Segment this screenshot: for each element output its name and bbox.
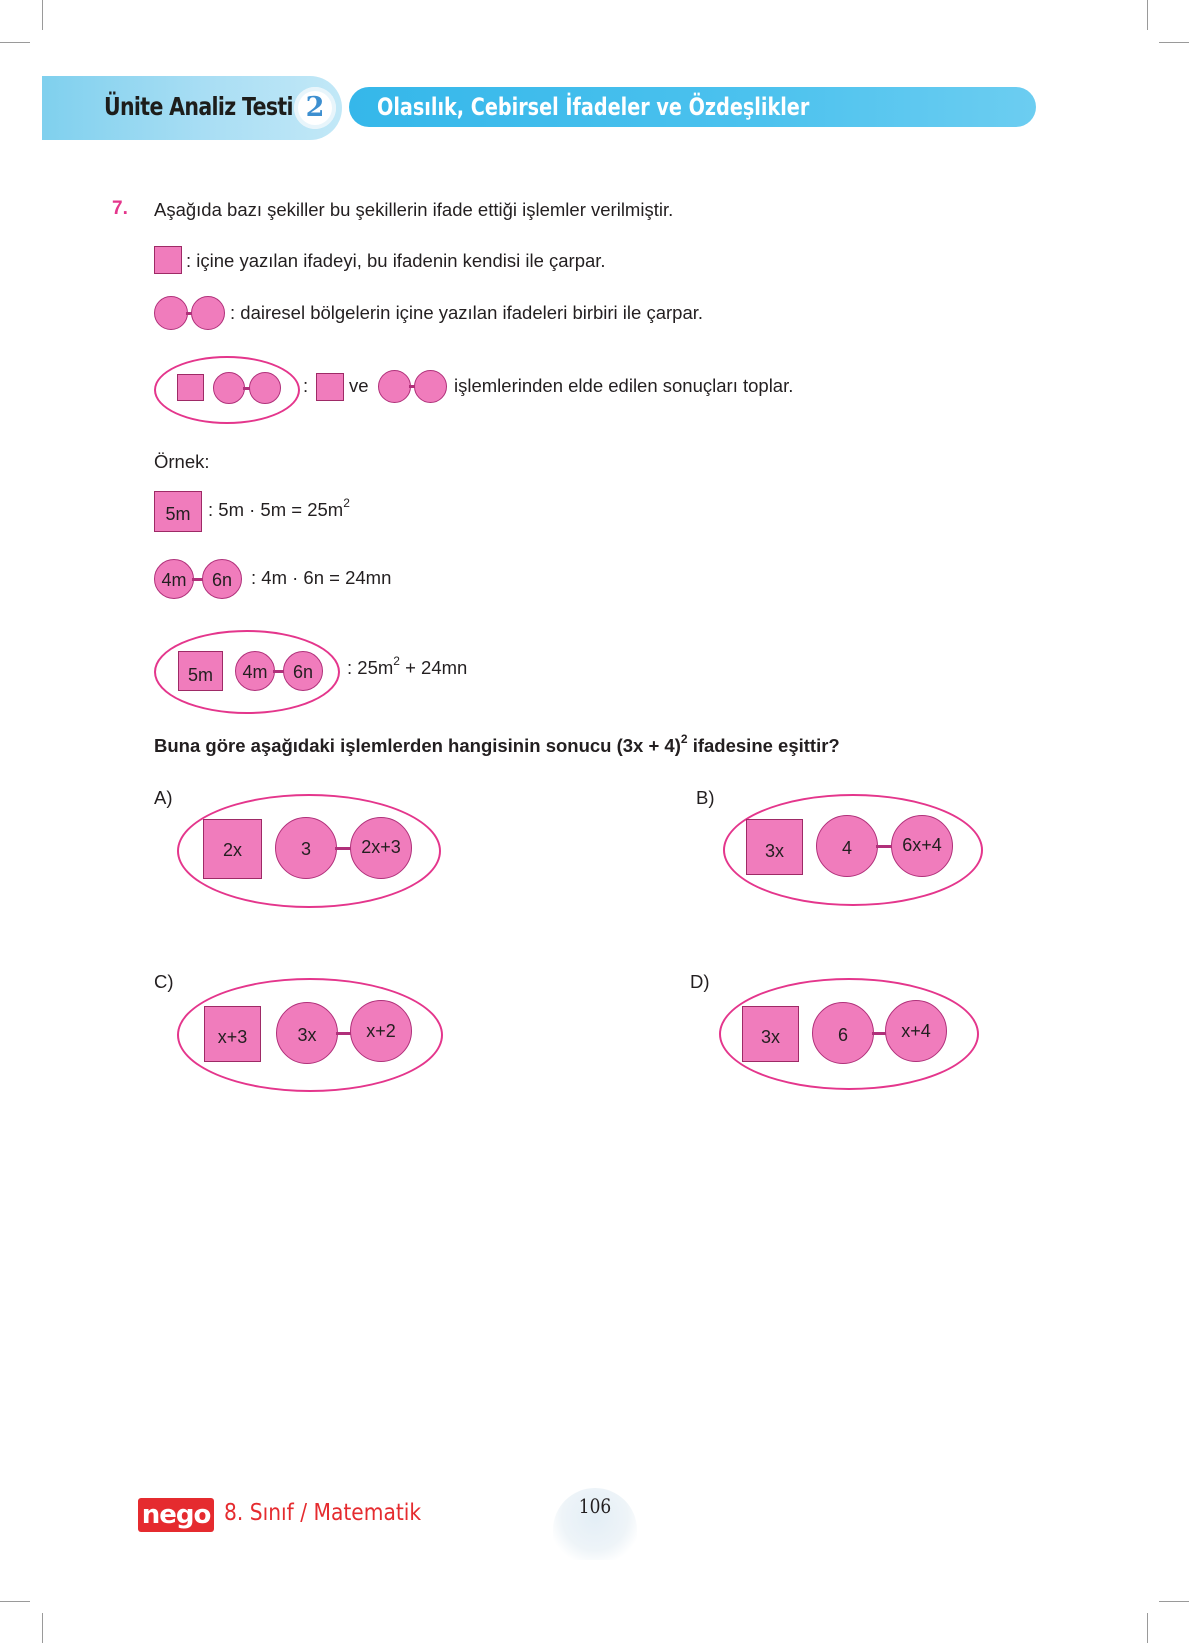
crop-mark [1159,1601,1189,1602]
option-b-circle-left: 4 [841,838,852,858]
crop-mark [42,1613,43,1643]
option-c-square: x+3 [217,1027,248,1047]
crop-mark [1147,0,1148,30]
option-a-circle-right: 2x+3 [361,837,401,857]
rule-circles-text: : dairesel bölgelerin içine yazılan ifadeleri birbiri ile çarpar. [230,302,704,323]
example-square-result: : $5m \cdot 5m = 25m^2$ [208,496,350,521]
rule-square-text: : içine yazılan ifadeyi, bu ifadenin kendisi ile çarpar. [186,250,606,271]
crop-mark [1147,1613,1148,1643]
option-a-circle-left: 3 [300,839,311,859]
question-intro: Aşağıda bazı şekiller bu şekillerin ifade ettiği işlemler verilmiştir. [154,199,674,220]
crop-mark [1159,42,1189,43]
example-circles-result: : 4m · 6n = 24mn [251,567,392,588]
publisher-logo: nego [138,1498,214,1532]
option-c-label[interactable]: C) [154,971,174,992]
option-c-circle-right: x+2 [366,1021,396,1041]
example-label: Örnek: [154,451,210,472]
example-circle-left: 4m [154,559,194,599]
square-shape-icon [316,373,344,401]
rule-oval-colon: : [303,375,309,396]
unit-test-title: Ünite Analiz Testi [104,92,293,121]
example-square-value: 5m [165,504,191,524]
example-oval-circle-right: 6n [283,651,323,691]
example-oval-result: : $25m^2 + 24mn$ [347,654,468,679]
page-number: 106 [578,1494,612,1518]
question-prompt: Buna göre aşağıdaki işlemlerden hangisinin sonucu $(3x + 4)^2$ ifadesine eşittir? [154,732,840,757]
example-oval-circle-left: 4m [235,651,275,691]
crop-mark [42,0,43,30]
crop-mark [0,1601,30,1602]
option-d-circle-right: x+4 [901,1021,931,1041]
option-c-circle-left: 3x [297,1025,317,1045]
unit-test-number: 2 [294,87,336,129]
crop-mark [0,42,30,43]
option-a-square: 2x [222,840,242,860]
option-b-circle-right: 6x+4 [902,835,942,855]
option-b-square: 3x [764,841,784,861]
question-number: 7. [112,198,128,219]
example-oval-square: 5m [178,651,223,691]
rule-oval-ve: ve [349,375,369,396]
footer-title: 8. Sınıf / Matematik [224,1500,422,1526]
example-circle-right: 6n [202,559,242,599]
square-shape-icon [154,246,182,274]
example-square-box [154,491,202,532]
unit-subtitle: Olasılık, Cebirsel İfadeler ve Özdeşlikler [377,93,810,121]
option-b-label[interactable]: B) [696,787,715,808]
option-d-circle-left: 6 [837,1025,848,1045]
option-d-square: 3x [760,1027,780,1047]
option-d-label[interactable]: D) [690,971,710,992]
option-a-label[interactable]: A) [154,787,173,808]
rule-oval-text: işlemlerinden elde edilen sonuçları toplar. [454,375,794,396]
